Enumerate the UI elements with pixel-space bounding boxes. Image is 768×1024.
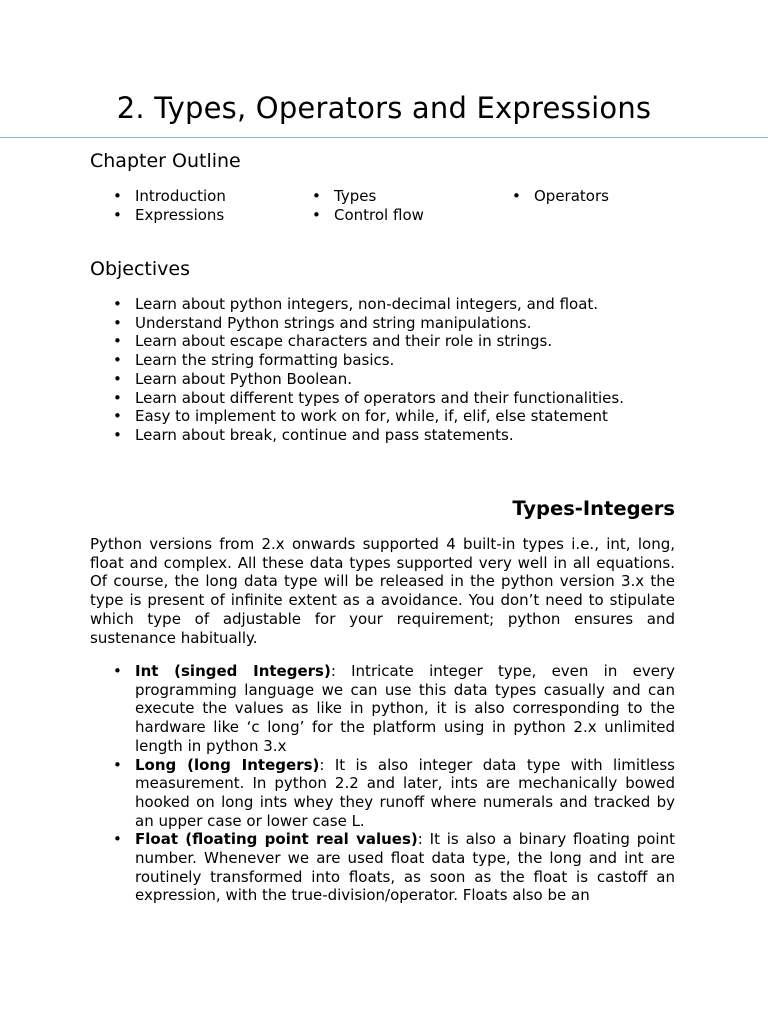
outline-item-control-flow: • Control flow: [312, 206, 512, 225]
objective-item: • Understand Python strings and string manipulations.: [113, 314, 683, 333]
outline-item-types: • Types: [312, 187, 512, 206]
objective-item: • Learn about break, continue and pass statements.: [113, 426, 683, 445]
type-description: : It is also integer data type with limitless measurement. In python 2.2 and later, ints are mechanically bowed hooked on long ints whey they runoff where numerals and tracked by an upper case or lower case L.: [135, 755, 675, 830]
type-description: : Intricate integer type, even in every programming language we can use this data types casually and can execute the values as like in python, it is also corresponding to the hardware like ‘c long’ for the platform using in python 2.x unlimited length in python 3.x: [135, 662, 675, 755]
type-item-float: [113, 830, 675, 905]
outline-item-expressions: • Expressions: [113, 206, 312, 225]
type-term: Long (long Integers): [135, 755, 320, 774]
outline-item-operators: • Operators: [512, 187, 632, 206]
type-term: Int (singed Integers): [135, 662, 331, 680]
types-intro-paragraph: Python versions from 2.x onwards supported 4 built-in types i.e., int, long, float and complex. All these data types supported very well in all equations. Of course, the long data type will be released in the python version 3.x the type is present of infinite extent as a avoidance. You don’t need to stipulate which type of adjustable for your requirement; python ensures and sustenance habitually.: [90, 535, 675, 647]
objective-item: • Learn about different types of operators and their functionalities.: [113, 389, 683, 408]
type-item-long: [113, 756, 675, 831]
integer-types-list: [113, 662, 675, 905]
type-description: : It is also a binary floating point number. Whenever we are used float data type, the long and int are routinely transformed into floats, as soon as the float is castoff an expression, with the true-division/operator. Floats also be an: [135, 830, 675, 905]
type-item-int: [113, 662, 675, 756]
objective-item: • Learn the string formatting basics.: [113, 351, 683, 370]
objective-item: • Learn about Python Boolean.: [113, 370, 683, 389]
objectives-list: [113, 295, 683, 445]
objective-item: • Learn about python integers, non-decimal integers, and float.: [113, 295, 683, 314]
objective-item: • Learn about escape characters and their role in strings.: [113, 332, 683, 351]
chapter-outline-heading: Chapter Outline: [90, 150, 241, 172]
chapter-title: 2. Types, Operators and Expressions: [116, 91, 652, 125]
outline-item-introduction: • Introduction: [113, 187, 312, 206]
chapter-outline-list: [113, 187, 633, 225]
type-term: Float (floating point real values): [135, 830, 418, 849]
types-integers-heading: Types-Integers: [512, 497, 675, 520]
objectives-heading: Objectives: [90, 258, 190, 280]
objective-item: • Easy to implement to work on for, while, if, elif, else statement: [113, 407, 683, 426]
title-rule: [0, 137, 768, 138]
